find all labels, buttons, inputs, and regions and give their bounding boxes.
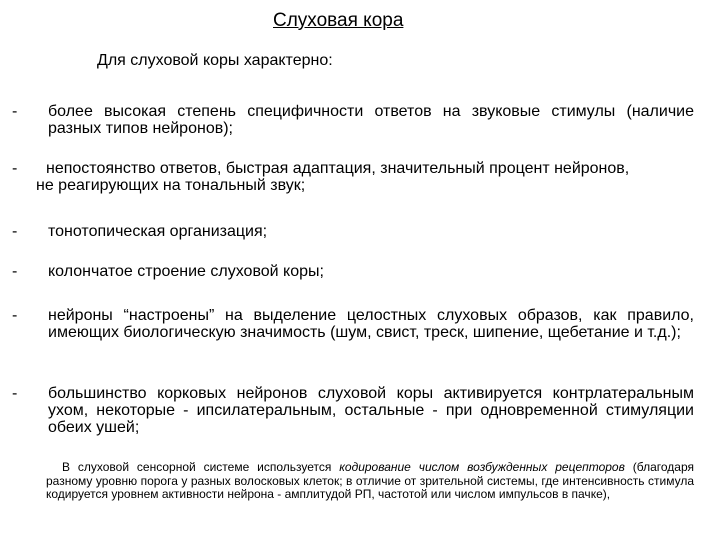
- list-item: [12, 385, 694, 436]
- bullet-dash: -: [12, 103, 18, 120]
- section-subtitle: Для слуховой коры характерно:: [97, 52, 333, 69]
- list-item: [12, 103, 694, 137]
- list-item-text: колончатое строение слуховой коры;: [48, 263, 324, 280]
- list-item-text: большинство корковых нейронов слуховой коры активируется контрлатеральным ухом, некоторые - ипсилатеральным, остальные - при одновременной стимуляции обеих ушей;: [48, 385, 694, 436]
- list-item-line: непостоянство ответов, быстрая адаптация, значительный процент нейронов,: [46, 160, 630, 177]
- bullet-dash: -: [12, 385, 18, 402]
- list-item-text: более высокая степень специфичности ответов на звуковые стимулы (наличие разных типов нейронов);: [48, 103, 694, 137]
- footnote-intro: В слуховой сенсорной системе используется: [62, 460, 340, 474]
- list-item: [12, 263, 694, 280]
- bullet-dash: -: [12, 263, 18, 280]
- list-item-line: не реагирующих на тональный звук;: [36, 177, 306, 194]
- list-item: [12, 223, 694, 240]
- list-item: [12, 307, 694, 341]
- bullet-dash: -: [12, 223, 18, 240]
- footnote-emphasis: кодирование числом возбужденных рецепторов: [339, 460, 625, 474]
- bullet-dash: -: [12, 160, 18, 177]
- list-item: [12, 160, 694, 194]
- list-item-text: нейроны “настроены” на выделение целостных слуховых образов, как правило, имеющих биологическую значимость (шум, свист, треск, шипение, щебетание и т.д.);: [48, 307, 694, 341]
- page-title: Слуховая кора: [273, 10, 404, 31]
- footnote: [46, 461, 694, 502]
- bullet-dash: -: [12, 307, 18, 324]
- list-item-text: тонотопическая организация;: [48, 223, 268, 240]
- footnote-rest: (благодаря разному уровню порога у разных волосковых клеток; в отличие от зрительной системы, где интенсивность стимула кодируется уровнем активности нейрона - амплитудой РП, частотой или числом импульсов в пачке),: [46, 460, 694, 501]
- list-item-text: [12, 160, 694, 194]
